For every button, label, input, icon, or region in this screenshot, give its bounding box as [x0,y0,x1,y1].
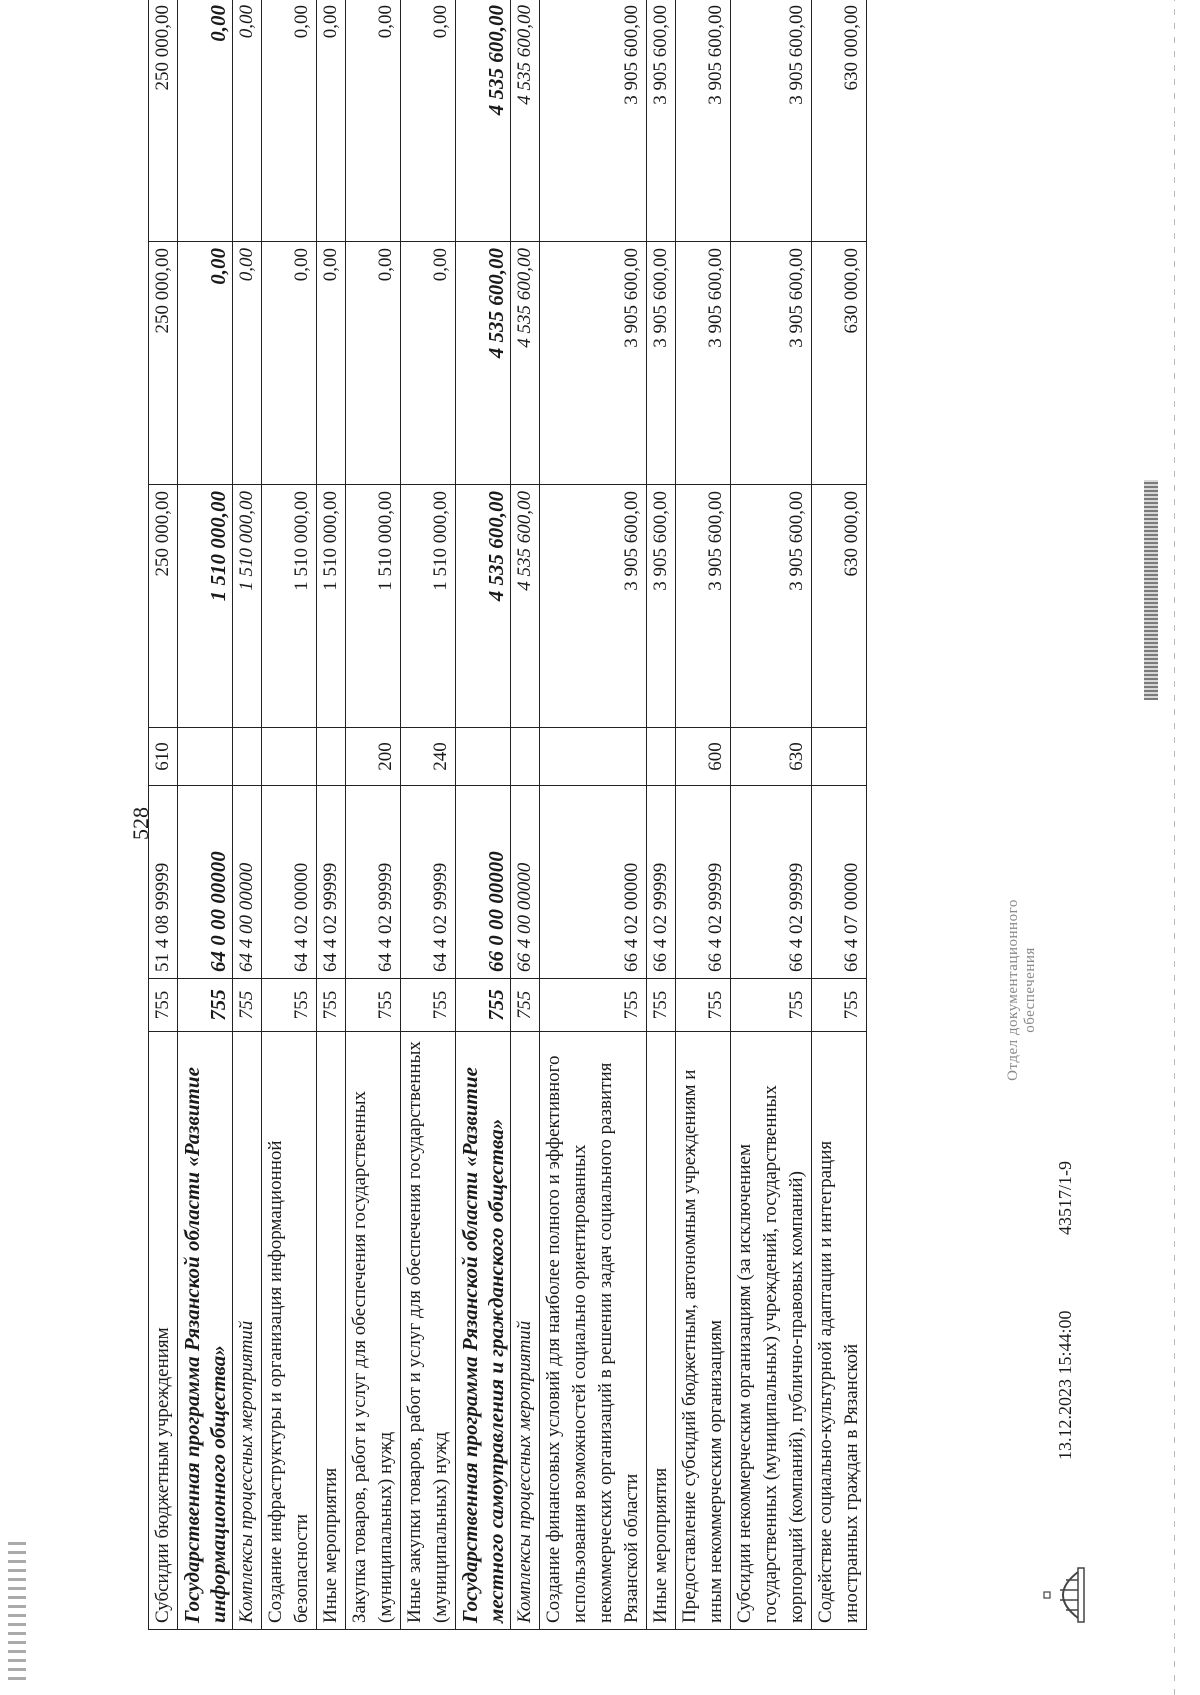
row-name-cell: Иные мероприятия [317,1032,346,1630]
row-name-cell: Иные закупки товаров, работ и услуг для обеспечения государственных (муниципальных) нужд [401,1032,456,1630]
row-vr-cell: 630 [731,728,812,786]
table-row [401,0,456,1630]
row-sum-2026-cell: 0,00 [317,0,346,242]
table-row [540,0,647,1630]
row-sum-2025-cell: 0,00 [346,242,401,485]
row-csr-cell: 66 4 02 99999 [676,786,731,979]
row-sum-2025-cell: 3 905 600,00 [731,242,812,485]
row-sum-2024-cell: 630 000,00 [812,485,867,728]
row-sum-2025-cell: 4 535 600,00 [511,242,540,485]
row-csr-cell: 64 4 02 99999 [346,786,401,979]
table-row [178,0,233,1630]
row-vr-cell: 610 [149,728,178,786]
scan-edge-line [1174,0,1175,1695]
row-vr-cell [317,728,346,786]
row-sum-2024-cell: 3 905 600,00 [540,485,647,728]
row-name-cell: Комплексы процессных мероприятий [511,1032,540,1630]
row-csr-cell: 51 4 08 99999 [149,786,178,979]
row-gr-cell: 755 [233,979,262,1032]
table-row [731,0,812,1630]
row-vr-cell: 600 [676,728,731,786]
row-vr-cell [178,728,233,786]
row-name-cell: Государственная программа Рязанской области «Развитие информационного общества» [178,1032,233,1630]
row-name-cell: Государственная программа Рязанской области «Развитие местного самоуправления и гражданского общества» [456,1032,511,1630]
row-vr-cell [511,728,540,786]
row-csr-cell: 64 4 02 99999 [401,786,456,979]
row-sum-2024-cell: 3 905 600,00 [731,485,812,728]
scan-left-marks [8,1540,26,1680]
row-sum-2024-cell: 1 510 000,00 [178,485,233,728]
row-sum-2025-cell: 630 000,00 [812,242,867,485]
row-sum-2024-cell: 1 510 000,00 [233,485,262,728]
scan-barcode-strip [1144,480,1158,700]
row-sum-2025-cell: 0,00 [262,242,317,485]
table-row [647,0,676,1630]
row-sum-2026-cell: 3 905 600,00 [676,0,731,242]
table-row [149,0,178,1630]
row-vr-cell: 240 [401,728,456,786]
row-name-cell: Закупка товаров, работ и услуг для обеспечения государственных (муниципальных) нужд [346,1032,401,1630]
row-sum-2024-cell: 3 905 600,00 [647,485,676,728]
row-sum-2026-cell: 0,00 [178,0,233,242]
row-gr-cell: 755 [511,979,540,1032]
row-csr-cell: 66 0 00 00000 [456,786,511,979]
row-csr-cell: 66 4 00 00000 [511,786,540,979]
row-name-cell: Создание финансовых условий для наиболее полного и эффективного использования возможностей социально ориентированных некоммерческих организаций в решении задач социального развития Рязанской области [540,1032,647,1630]
row-name-cell: Создание инфраструктуры и организация информационной безопасности [262,1032,317,1630]
row-csr-cell: 64 4 02 99999 [317,786,346,979]
row-gr-cell: 755 [540,979,647,1032]
row-sum-2025-cell: 3 905 600,00 [676,242,731,485]
row-sum-2024-cell: 3 905 600,00 [676,485,731,728]
row-vr-cell [540,728,647,786]
row-sum-2026-cell: 0,00 [262,0,317,242]
table-row [317,0,346,1630]
row-sum-2026-cell: 0,00 [346,0,401,242]
budget-table [148,0,867,1630]
row-csr-cell: 66 4 02 99999 [647,786,676,979]
row-gr-cell: 755 [178,979,233,1032]
row-sum-2026-cell: 0,00 [401,0,456,242]
row-sum-2024-cell: 4 535 600,00 [511,485,540,728]
row-sum-2026-cell: 4 535 600,00 [511,0,540,242]
row-sum-2026-cell: 250 000,00 [149,0,178,242]
row-csr-cell: 66 4 02 00000 [540,786,647,979]
table-row [456,0,511,1630]
row-gr-cell: 755 [647,979,676,1032]
row-gr-cell: 755 [676,979,731,1032]
row-sum-2024-cell: 1 510 000,00 [262,485,317,728]
row-csr-cell: 64 4 00 00000 [233,786,262,979]
row-gr-cell: 755 [149,979,178,1032]
row-vr-cell [262,728,317,786]
row-sum-2026-cell: 630 000,00 [812,0,867,242]
footer-date: 13.12.2023 15:44:00 [1055,1310,1075,1460]
row-sum-2024-cell: 1 510 000,00 [317,485,346,728]
row-gr-cell: 755 [456,979,511,1032]
row-gr-cell: 755 [317,979,346,1032]
table-row [262,0,317,1630]
footer-code: 43517/1-9 [1055,1161,1075,1235]
row-gr-cell: 755 [346,979,401,1032]
row-sum-2025-cell: 250 000,00 [149,242,178,485]
row-name-cell: Субсидии некоммерческим организациям (за исключением государственных (муниципальных) учреждений, государственных корпораций (компаний), публично-правовых компаний) [731,1032,812,1630]
row-sum-2026-cell: 3 905 600,00 [540,0,647,242]
row-csr-cell: 66 4 02 99999 [731,786,812,979]
row-name-cell: Субсидии бюджетным учреждениям [149,1032,178,1630]
row-sum-2025-cell: 3 905 600,00 [647,242,676,485]
row-vr-cell [456,728,511,786]
row-name-cell: Предоставление субсидий бюджетным, автономным учреждениям и иным некоммерческим организациям [676,1032,731,1630]
row-sum-2026-cell: 4 535 600,00 [456,0,511,242]
row-sum-2024-cell: 1 510 000,00 [346,485,401,728]
table-row [511,0,540,1630]
table-row [812,0,867,1630]
row-sum-2026-cell: 3 905 600,00 [731,0,812,242]
row-csr-cell: 64 4 02 00000 [262,786,317,979]
row-vr-cell: 200 [346,728,401,786]
table-row [233,0,262,1630]
row-name-cell: Комплексы процессных мероприятий [233,1032,262,1630]
row-sum-2024-cell: 1 510 000,00 [401,485,456,728]
stamp-line-1: Отдел документационного [1005,899,1021,1081]
table-row [346,0,401,1630]
table-row [676,0,731,1630]
duma-logo-icon [1040,1560,1090,1630]
row-gr-cell: 755 [401,979,456,1032]
row-sum-2025-cell: 0,00 [401,242,456,485]
row-sum-2025-cell: 3 905 600,00 [540,242,647,485]
row-gr-cell: 755 [812,979,867,1032]
row-csr-cell: 66 4 07 00000 [812,786,867,979]
rotated-page [30,5,1150,1630]
row-gr-cell: 755 [262,979,317,1032]
row-vr-cell [812,728,867,786]
row-csr-cell: 64 0 00 00000 [178,786,233,979]
department-stamp [1005,875,1039,1105]
row-sum-2025-cell: 0,00 [233,242,262,485]
row-sum-2026-cell: 0,00 [233,0,262,242]
row-sum-2024-cell: 4 535 600,00 [456,485,511,728]
row-gr-cell: 755 [731,979,812,1032]
row-sum-2025-cell: 0,00 [178,242,233,485]
page-number: 528 [128,807,153,840]
row-name-cell: Иные мероприятия [647,1032,676,1630]
row-name-cell: Содействие социально-культурной адаптации и интеграция иностранных граждан в Рязанской [812,1032,867,1630]
scan-edge-marks [1120,0,1180,1695]
row-sum-2026-cell: 3 905 600,00 [647,0,676,242]
row-vr-cell [647,728,676,786]
row-sum-2025-cell: 0,00 [317,242,346,485]
stamp-line-2: обеспечения [1022,947,1038,1033]
row-vr-cell [233,728,262,786]
row-sum-2025-cell: 4 535 600,00 [456,242,511,485]
row-sum-2024-cell: 250 000,00 [149,485,178,728]
